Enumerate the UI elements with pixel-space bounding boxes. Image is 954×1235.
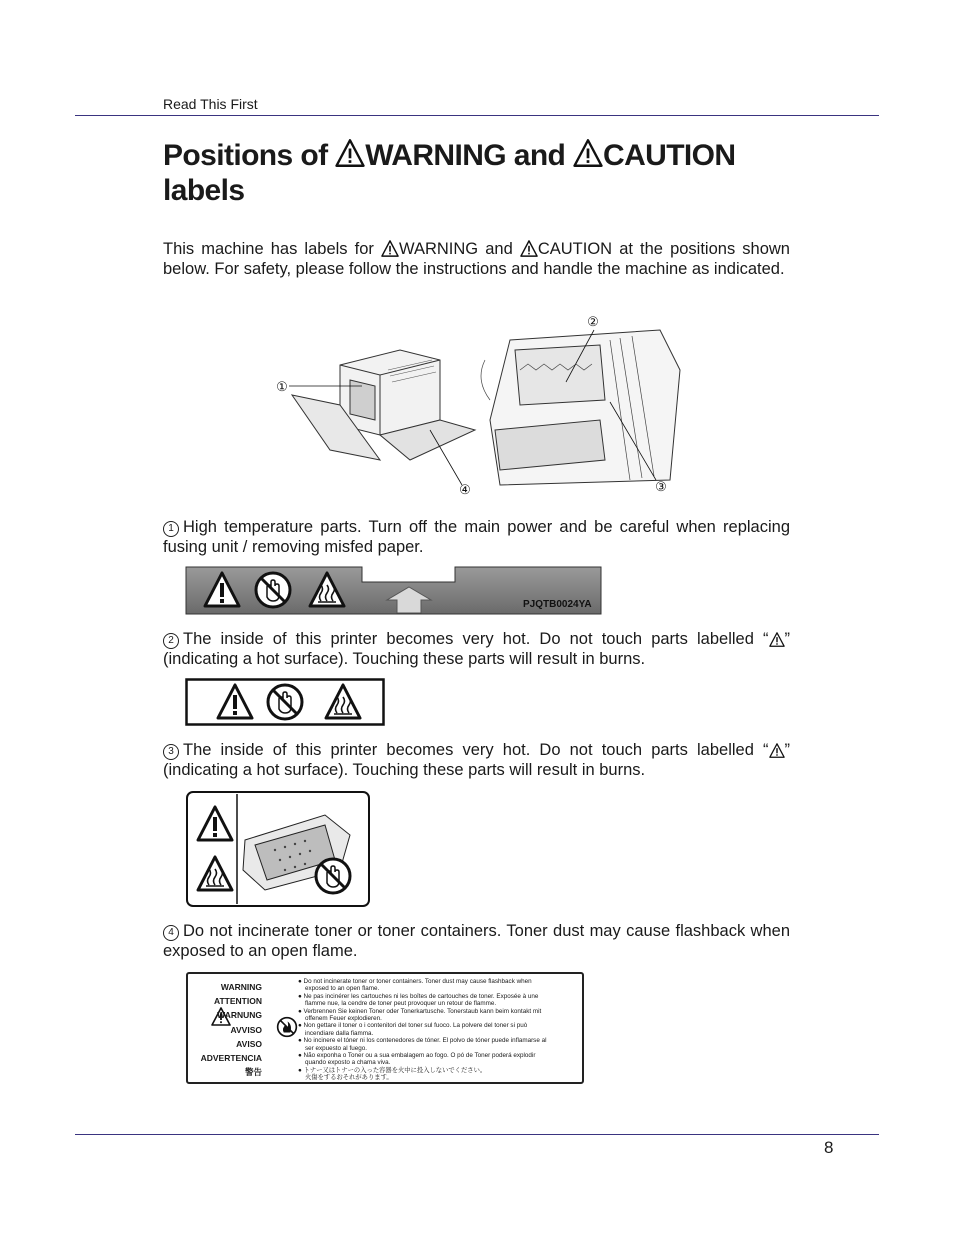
- label-4-toner-warning: [186, 972, 584, 1084]
- circled-number: 1: [163, 521, 179, 537]
- title-caution: CAUTION: [603, 139, 736, 172]
- item-3: [163, 740, 790, 780]
- heading-warnung: WARNUNG: [217, 1010, 262, 1021]
- label-line: flamme nue, la cendre de toner peut provoquer un retour de flamme.: [305, 1000, 497, 1008]
- title-warning: WARNING: [365, 139, 506, 172]
- callout-1: ①: [276, 379, 288, 394]
- item-4: [163, 921, 790, 961]
- label-line: ● トナー又はトナーの入った容器を火中に投入しないでください。: [298, 1066, 487, 1074]
- label-line: ● Verbrennen Sie keinen Toner oder Tonerkartusche. Tonerstaub kann beim kontakt mit: [298, 1007, 542, 1015]
- title-text: labels: [163, 174, 245, 207]
- running-header: Read This First: [163, 96, 258, 112]
- label-line: incendiare dalla fiamma.: [305, 1029, 374, 1037]
- item-text: Do not incinerate toner or toner containers. Toner dust may cause flashback when exposed to an open flame.: [163, 922, 790, 960]
- page-title: [163, 138, 803, 208]
- intro-caution: CAUTION: [537, 240, 613, 258]
- label-line: 火傷をするおそれがあります。: [305, 1074, 393, 1082]
- title-text: Positions of: [163, 139, 336, 172]
- callout-3: ③: [655, 479, 667, 494]
- label-4-text: [298, 978, 580, 1082]
- title-text: and: [506, 139, 574, 172]
- footer-rule: [75, 1134, 879, 1135]
- label-2-hot-surface: [185, 678, 385, 726]
- heading-attention: ATTENTION: [213, 996, 262, 1007]
- item-2: [163, 629, 790, 669]
- intro-text: at the positions shown below. For safety, please follow the instructions and handle the machine as indicated.: [163, 240, 790, 278]
- callout-4: ④: [459, 482, 471, 497]
- item-text: ” (indicating a hot surface). Touching these parts will result in burns.: [163, 630, 790, 668]
- item-text: ” (indicating a hot surface). Touching these parts will result in burns.: [163, 741, 790, 779]
- label-line: offenem Feuer explodieren.: [305, 1015, 382, 1023]
- label-1-high-temperature: [185, 565, 603, 616]
- label-line: ● No incinere el tóner ni los contenedores de tóner. El polvo de tóner puede inflamarse al: [298, 1037, 547, 1045]
- label-4-headings: [190, 980, 262, 1079]
- circled-number: 4: [163, 925, 179, 941]
- warning-triangle-icon: [335, 138, 365, 168]
- intro-paragraph: [163, 239, 790, 279]
- label-line: ● Não exponha o Toner ou a sua embalagem ao fogo. O pó de Toner poderá explodir: [298, 1052, 536, 1060]
- item-1: [163, 517, 790, 557]
- heading-avviso: AVVISO: [230, 1024, 262, 1035]
- item-text: The inside of this printer becomes very hot. Do not touch parts labelled “: [183, 630, 769, 648]
- item-text: The inside of this printer becomes very hot. Do not touch parts labelled “: [183, 741, 769, 759]
- warning-triangle-icon: [381, 240, 399, 257]
- label-line: ● Ne pas incinérer les cartouches ni les boîtes de cartouches de toner. Exposée à une: [298, 992, 539, 1000]
- intro-text: This machine has labels for: [163, 240, 381, 258]
- label-line: ● Do not incinerate toner or toner containers. Toner dust may cause flashback when: [298, 978, 532, 985]
- heading-advertencia: ADVERTENCIA: [200, 1053, 262, 1064]
- circled-number: 2: [163, 633, 179, 649]
- no-fire-icon: [276, 1016, 298, 1038]
- heading-aviso: AVISO: [236, 1038, 262, 1049]
- hot-surface-icon: [769, 632, 785, 647]
- label-line: quando exposto a chama viva.: [305, 1059, 391, 1067]
- label-line: ● Non gettare il toner o i contenitori del toner sul fuoco. La polvere del toner si può: [298, 1022, 528, 1030]
- item-text: High temperature parts. Turn off the main power and be careful when replacing fusing unit / removing misfed paper.: [163, 518, 790, 556]
- printer-label-positions-figure: [270, 310, 690, 505]
- intro-text: and: [478, 240, 520, 258]
- intro-warning: WARNING: [398, 240, 479, 258]
- heading-warning: WARNING: [220, 982, 262, 992]
- label-line: ser expuesto al fuego.: [305, 1044, 367, 1052]
- header-rule: [75, 115, 879, 116]
- heading-japanese: 警告: [244, 1067, 262, 1078]
- page-number: 8: [824, 1138, 834, 1157]
- label-code: PJQTB0024YA: [523, 599, 592, 610]
- label-3-fusing-unit: [185, 790, 371, 908]
- hot-surface-icon: [769, 743, 785, 758]
- callout-2: ②: [587, 314, 599, 329]
- warning-triangle-icon: [211, 1007, 231, 1026]
- label-line: exposed to an open flame.: [305, 985, 380, 993]
- circled-number: 3: [163, 744, 179, 760]
- warning-triangle-icon: [520, 240, 538, 257]
- warning-triangle-icon: [573, 138, 603, 168]
